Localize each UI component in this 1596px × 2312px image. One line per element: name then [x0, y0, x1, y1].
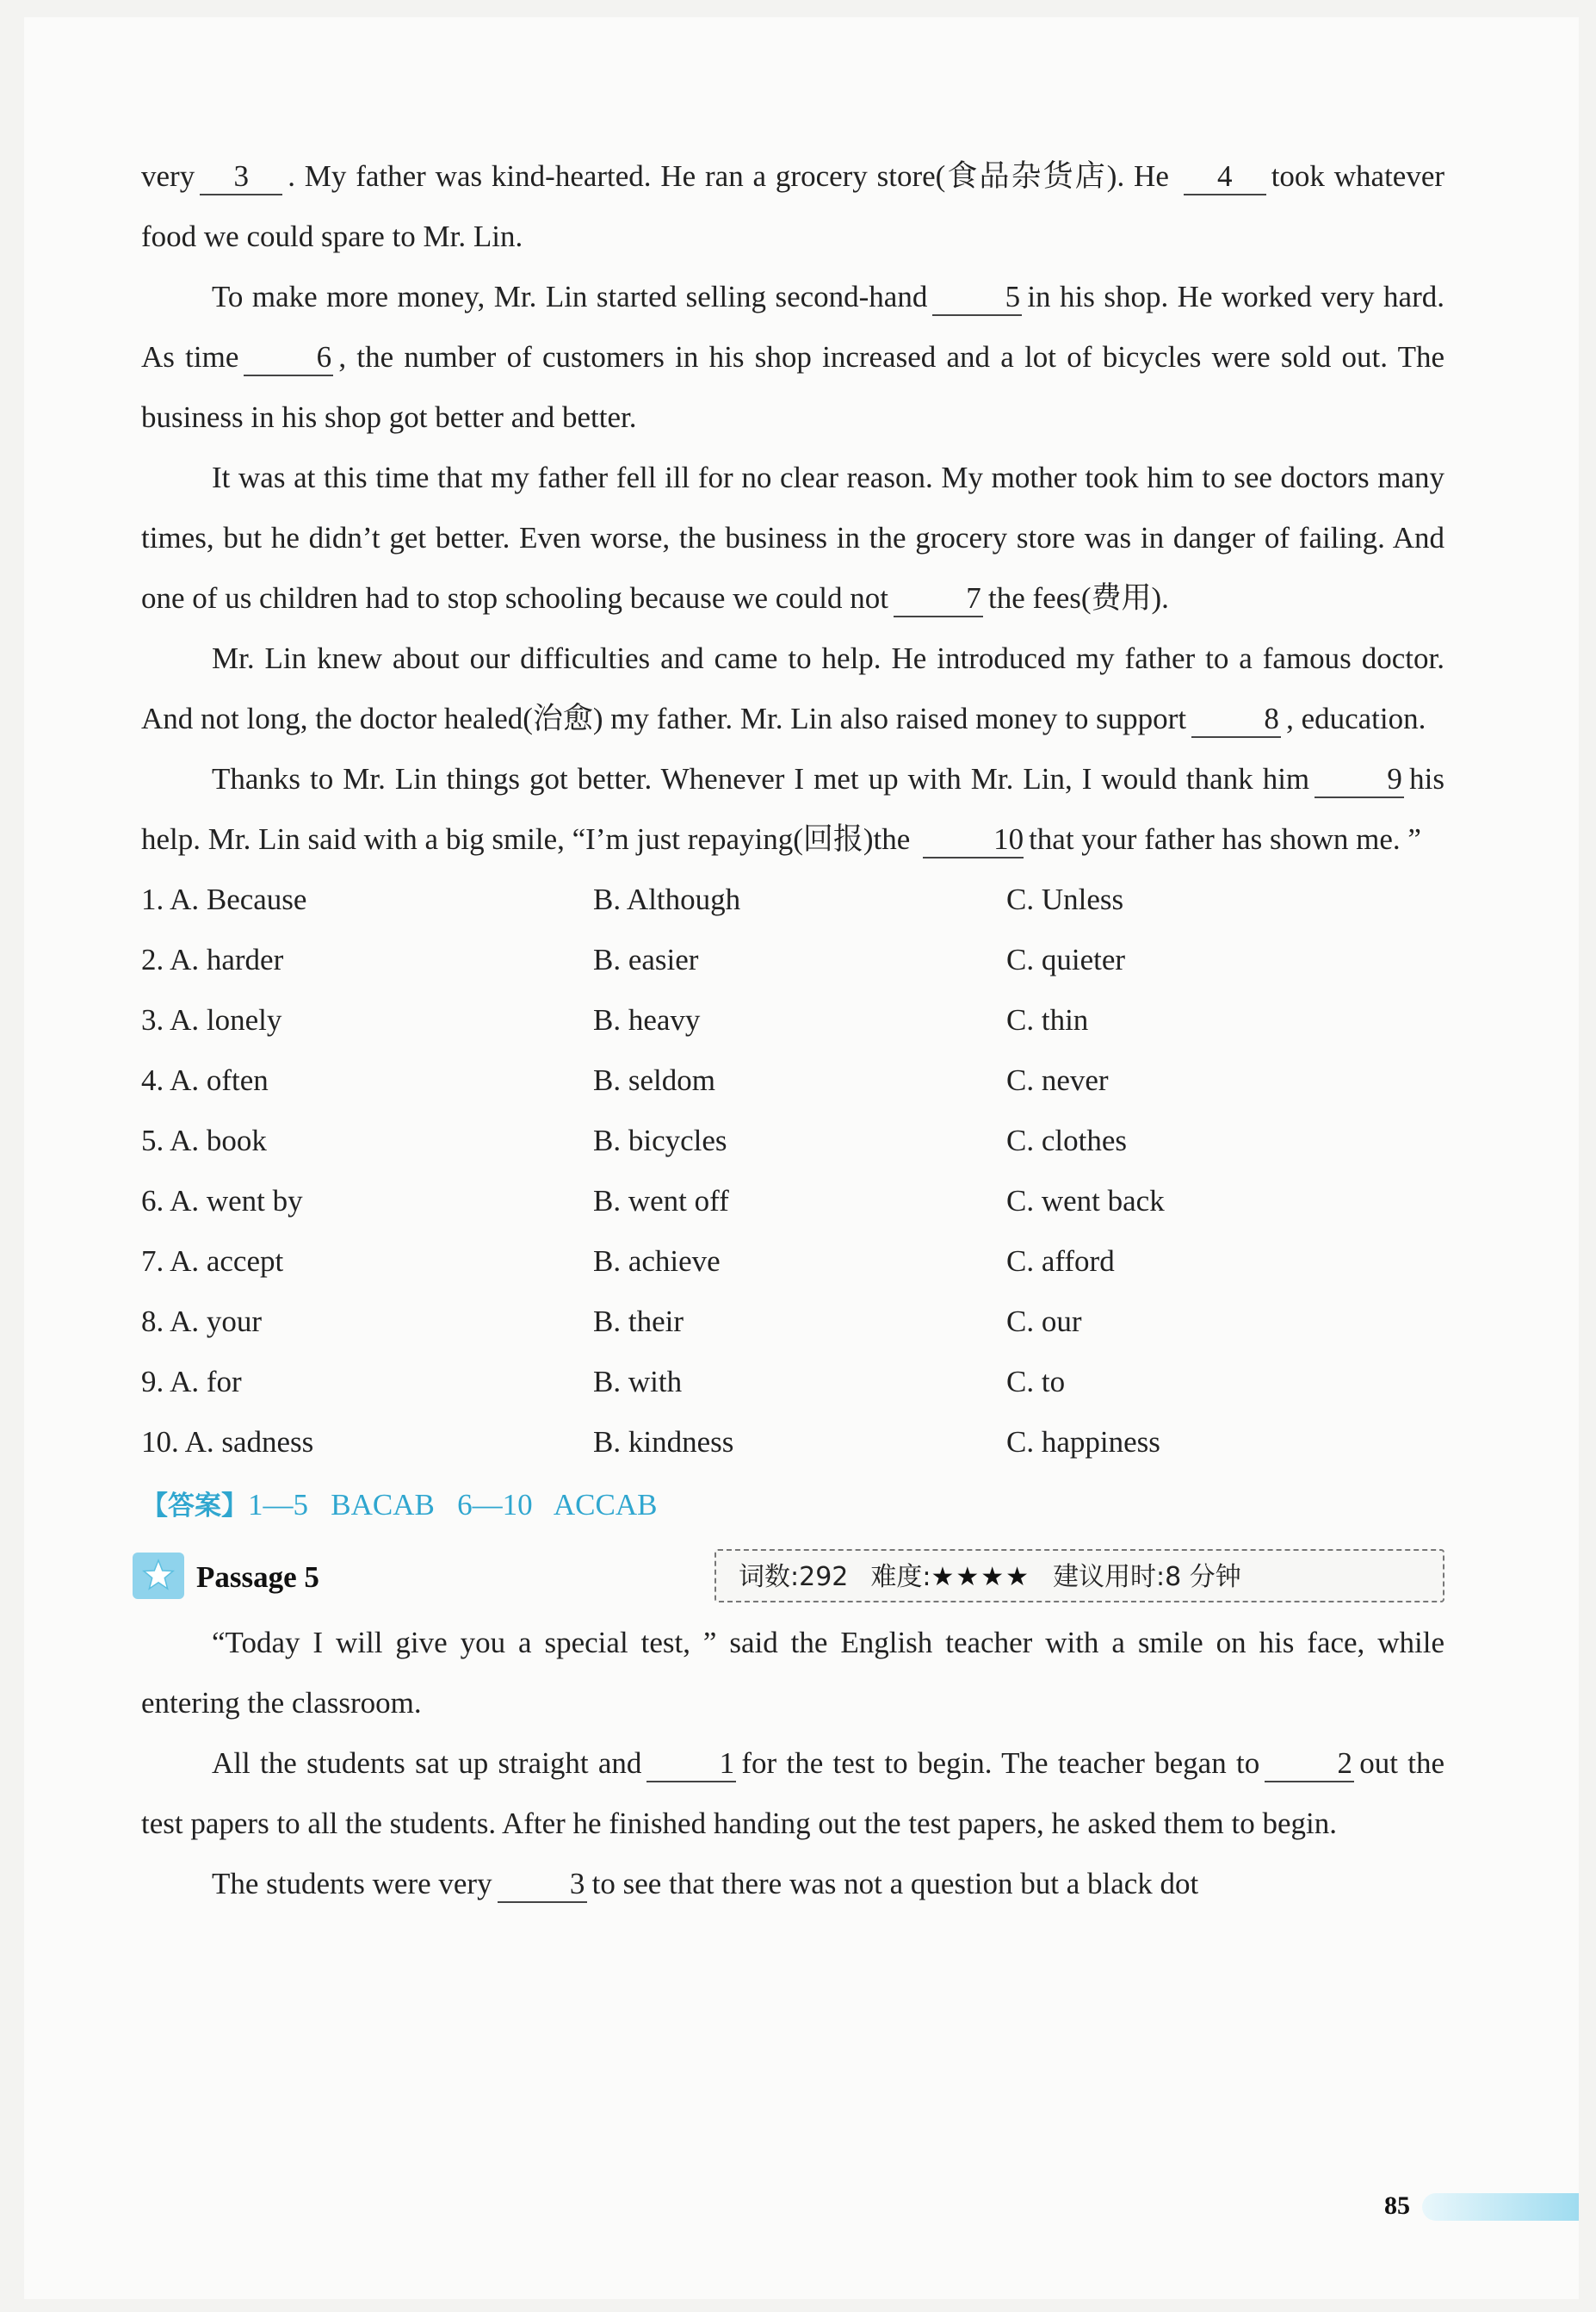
option-10a: 10. A. sadness: [141, 1425, 314, 1459]
blank-1: 1: [646, 1747, 736, 1782]
option-6b: B. went off: [593, 1184, 729, 1218]
option-4b: B. seldom: [593, 1063, 715, 1097]
text: , education.: [1286, 702, 1426, 735]
text: “Today I will give you a special test, ” said the English teacher with a smile on his face, while entering the classroom.: [141, 1626, 1444, 1720]
option-4c: C. never: [1006, 1063, 1109, 1097]
option-8a: 8. A. your: [141, 1305, 262, 1338]
option-10b: B. kindness: [593, 1425, 734, 1459]
text: for the test to begin. The teacher began to: [741, 1746, 1260, 1780]
text: It was at this time that my father fell ill for no clear reason. My mother took him to see doctors many times, but he didn’t get better. Even worse, the business in the grocery store was in danger of failing. And one of us children had to stop schooling because we could not: [141, 461, 1444, 615]
text: took whatever food we could spare to Mr. Lin.: [141, 159, 1445, 253]
text: his help. Mr. Lin said with a big smile, “I’m just repaying(回报)the: [141, 762, 1444, 856]
passage5-paragraph-1: [141, 1613, 1444, 1733]
option-8b: B. their: [593, 1305, 684, 1338]
answer-text: 1—5 BACAB 6—10 ACCAB: [248, 1488, 658, 1522]
passage4-paragraph-3: [141, 448, 1444, 629]
blank-3: 3: [200, 160, 282, 195]
option-6a: 6. A. went by: [141, 1184, 303, 1218]
text: that your father has shown me. ”: [1029, 822, 1421, 856]
option-4a: 4. A. often: [141, 1063, 269, 1097]
text: out the test papers to all the students. After he finished handing out the test papers, he asked them to begin.: [141, 1746, 1445, 1840]
difficulty-stars: ★★★★: [931, 1562, 1031, 1592]
text: very: [141, 159, 195, 193]
blank-6: 6: [244, 341, 333, 376]
suggested-time: 建议用时:8 分钟: [1053, 1562, 1241, 1592]
option-2b: B. easier: [593, 943, 699, 976]
text: To make more money, Mr. Lin started selling second-hand: [212, 280, 928, 313]
option-7a: 7. A. accept: [141, 1244, 284, 1278]
option-1c: C. Unless: [1006, 883, 1124, 916]
options-grid: [141, 870, 1444, 1472]
passage-title: Passage 5: [196, 1560, 319, 1594]
blank-10: 10: [923, 823, 1024, 858]
option-9a: 9. A. for: [141, 1365, 242, 1398]
option-10c: C. happiness: [1006, 1425, 1160, 1459]
option-2c: C. quieter: [1006, 943, 1126, 976]
page-number: 85: [1384, 2191, 1410, 2220]
text: The students were very: [212, 1867, 492, 1900]
text: the fees(费用).: [988, 581, 1169, 615]
blank-4: 4: [1184, 160, 1266, 195]
word-count: 词数:292: [739, 1562, 849, 1592]
option-3c: C. thin: [1006, 1003, 1089, 1037]
answer-key: [141, 1474, 1444, 1537]
text: Thanks to Mr. Lin things got better. Whenever I met up with Mr. Lin, I would thank him: [212, 762, 1310, 796]
option-3b: B. heavy: [593, 1003, 701, 1037]
passage-header: [141, 1544, 1444, 1613]
passage5-paragraph-2: [141, 1733, 1444, 1854]
option-7b: B. achieve: [593, 1244, 721, 1278]
option-2a: 2. A. harder: [141, 943, 284, 976]
star-badge-icon: [133, 1553, 184, 1599]
option-1b: B. Although: [593, 883, 741, 916]
page-number-decoration: [1422, 2193, 1579, 2221]
passage5-paragraph-3: [141, 1854, 1444, 1914]
option-8c: C. our: [1006, 1305, 1082, 1338]
blank-3: 3: [498, 1868, 587, 1903]
document-body: [141, 146, 1444, 1914]
blank-7: 7: [894, 582, 983, 617]
text: , the number of customers in his shop increased and a lot of bicycles were sold out. The business in his shop got better and better.: [141, 340, 1444, 434]
option-3a: 3. A. lonely: [141, 1003, 282, 1037]
text: in his shop. He worked very hard. As time: [141, 280, 1444, 374]
text: . My father was kind-hearted. He ran a grocery store(食品杂货店). He: [288, 159, 1169, 193]
passage-info-box: [714, 1549, 1444, 1602]
option-9c: C. to: [1006, 1365, 1066, 1398]
option-1a: 1. A. Because: [141, 883, 307, 916]
option-7c: C. afford: [1006, 1244, 1115, 1278]
option-9b: B. with: [593, 1365, 683, 1398]
passage4-paragraph-5: [141, 749, 1444, 870]
option-5b: B. bicycles: [593, 1124, 727, 1157]
passage4-paragraph-1: [141, 146, 1444, 267]
answer-tag: 【答案】: [141, 1491, 248, 1522]
passage4-paragraph-4: [141, 629, 1444, 749]
option-5a: 5. A. book: [141, 1124, 267, 1157]
blank-9: 9: [1315, 763, 1404, 798]
difficulty-label: 难度:: [870, 1562, 931, 1592]
blank-8: 8: [1191, 703, 1281, 738]
blank-2: 2: [1265, 1747, 1354, 1782]
option-5c: C. clothes: [1006, 1124, 1127, 1157]
passage4-paragraph-2: [141, 267, 1444, 448]
option-6c: C. went back: [1006, 1184, 1165, 1218]
text: All the students sat up straight and: [212, 1746, 642, 1780]
text: Mr. Lin knew about our difficulties and came to help. He introduced my father to a famous doctor. And not long, the doctor healed(治愈) my father. Mr. Lin also raised money to support: [141, 642, 1444, 735]
blank-5: 5: [932, 281, 1022, 316]
text: to see that there was not a question but a black dot: [591, 1867, 1199, 1900]
